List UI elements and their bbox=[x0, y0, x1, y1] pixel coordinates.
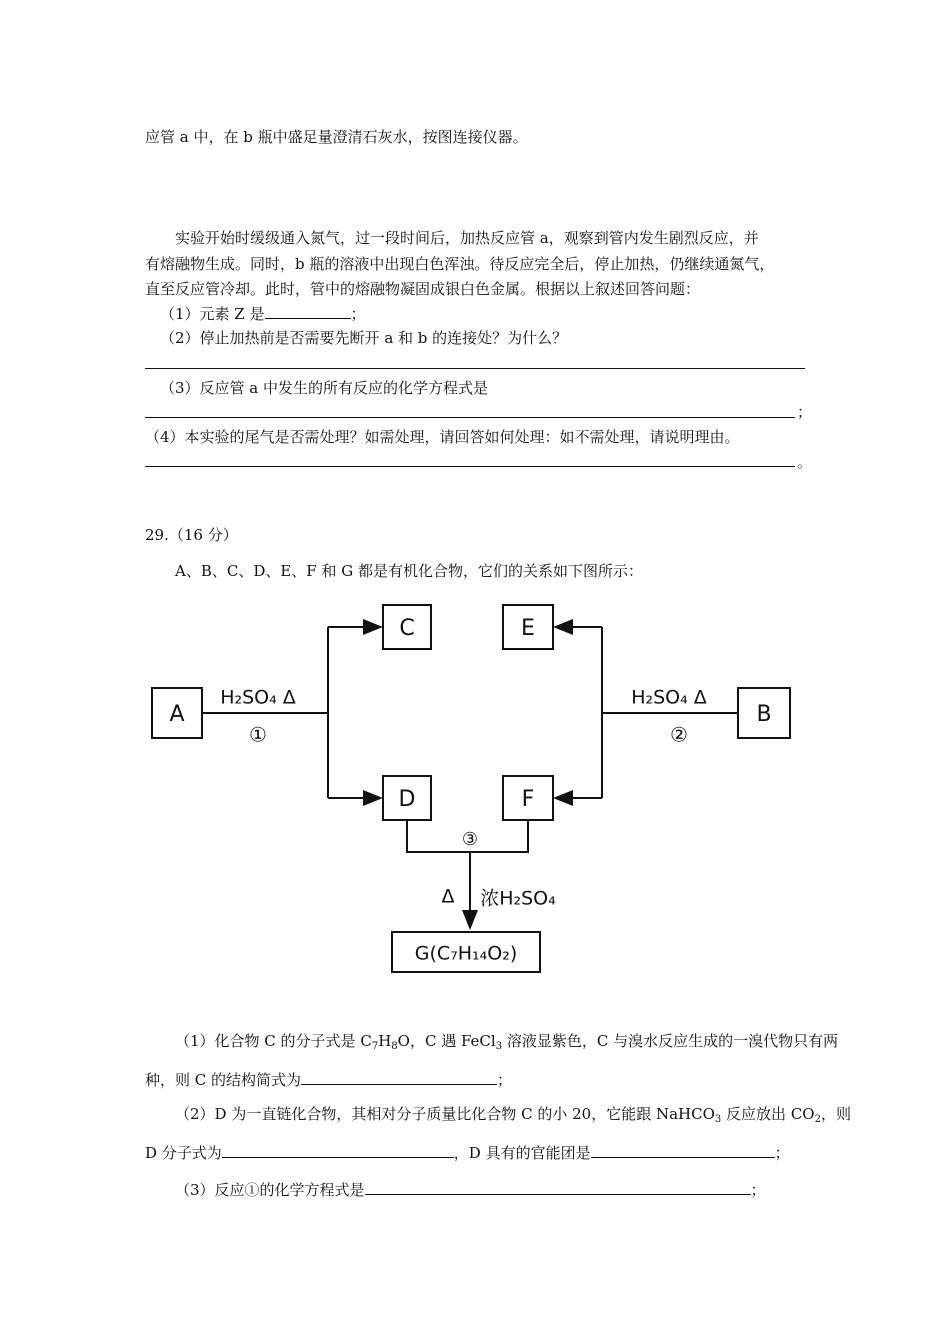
sub-question-3 bbox=[175, 1179, 766, 1200]
subscript: 8 bbox=[391, 1041, 398, 1052]
question-3-end: ； bbox=[797, 403, 813, 421]
sub-question-1 bbox=[175, 1031, 838, 1051]
paragraph-line: 有熔融物生成。同时，b 瓶的溶液中出现白色浑浊。待反应完全后，停止加热，仍继续通氮气， bbox=[145, 255, 775, 273]
question-3: （3）反应管 a 中发生的所有反应的化学方程式是 bbox=[160, 379, 489, 397]
question-2: （2）停止加热前是否需要先断开 a 和 b 的连接处？为什么？ bbox=[160, 329, 568, 347]
reagent-label-3: 浓H₂SO₄ bbox=[480, 887, 556, 910]
step-2-label: ② bbox=[670, 722, 688, 747]
paragraph-line: 直至反应管冷却。此时，管中的熔融物凝固成银白色金属。根据以上叙述回答问题： bbox=[145, 280, 701, 298]
box-e-label: E bbox=[521, 616, 535, 641]
step-3-label: ③ bbox=[461, 829, 479, 850]
text-segment: （2）D 为一直链化合物，其相对分子质量比化合物 C 的小 20，它能跟 NaHCO bbox=[175, 1105, 715, 1123]
subscript: 2 bbox=[814, 1114, 821, 1125]
text-segment: 溶液显紫色，C 与溴水反应生成的一溴代物只有两 bbox=[502, 1032, 839, 1050]
text-segment: 反应放出 CO bbox=[721, 1105, 815, 1123]
text-segment: ，则 bbox=[820, 1105, 851, 1123]
answer-blank[interactable] bbox=[265, 303, 351, 319]
text-segment: O，C 遇 FeCl bbox=[397, 1032, 496, 1050]
text-segment: ； bbox=[497, 1071, 513, 1089]
text-segment: D 分子式为 bbox=[145, 1144, 222, 1162]
answer-line[interactable] bbox=[145, 417, 795, 418]
answer-line[interactable] bbox=[145, 466, 795, 467]
heat-symbol: Δ bbox=[441, 885, 455, 908]
box-b-label: B bbox=[756, 702, 772, 727]
question-29-header: 29.（16 分） bbox=[145, 526, 238, 544]
text-segment: （1）化合物 C 的分子式是 C bbox=[175, 1032, 372, 1050]
box-c-label: C bbox=[399, 616, 415, 641]
box-f-label: F bbox=[521, 787, 535, 812]
text-segment: ； bbox=[774, 1144, 790, 1162]
question-1-text: （1）元素 Z 是 bbox=[160, 305, 265, 323]
answer-blank[interactable] bbox=[222, 1142, 454, 1158]
reagent-label-2: H₂SO₄ Δ bbox=[631, 686, 707, 709]
paragraph-line: 实验开始时缓级通入氮气，过一段时间后，加热反应管 a，观察到管内发生剧烈反应，并 bbox=[175, 229, 759, 247]
sub-question-2 bbox=[175, 1104, 851, 1124]
box-a-label: A bbox=[169, 702, 185, 727]
text-segment: ； bbox=[750, 1181, 766, 1199]
sub-question-1-line-2 bbox=[145, 1069, 512, 1090]
answer-line[interactable] bbox=[145, 368, 805, 369]
box-d-label: D bbox=[398, 787, 416, 812]
question-4: （4）本实验的尾气是否需处理？如需处理，请回答如何处理：如不需处理，请说明理由。 bbox=[145, 428, 740, 446]
box-g-label: G(C₇H₁₄O₂) bbox=[414, 942, 518, 965]
text-segment: H bbox=[378, 1032, 392, 1050]
answer-blank[interactable] bbox=[301, 1069, 497, 1085]
question-1-end: ； bbox=[350, 305, 366, 323]
subscript: 7 bbox=[371, 1041, 379, 1052]
intro-line: 应管 a 中，在 b 瓶中盛足量澄清石灰水，按图连接仪器。 bbox=[145, 128, 528, 146]
step-1-label: ① bbox=[249, 722, 267, 747]
answer-blank[interactable] bbox=[591, 1142, 775, 1158]
subscript: 3 bbox=[714, 1114, 722, 1125]
sub-question-2-line-2 bbox=[145, 1142, 790, 1163]
text-segment: 种，则 C 的结构简式为 bbox=[145, 1071, 302, 1089]
reaction-scheme-diagram bbox=[140, 600, 800, 995]
subscript: 3 bbox=[495, 1041, 503, 1052]
question-1 bbox=[160, 303, 366, 324]
answer-blank[interactable] bbox=[365, 1179, 751, 1195]
question-4-end: 。 bbox=[797, 453, 813, 471]
question-29-intro: A、B、C、D、E、F 和 G 都是有机化合物，它们的关系如下图所示： bbox=[175, 562, 644, 580]
reagent-label-1: H₂SO₄ Δ bbox=[220, 686, 296, 709]
text-segment: （3）反应①的化学方程式是 bbox=[175, 1181, 365, 1199]
text-segment: ，D 具有的官能团是 bbox=[453, 1144, 591, 1162]
